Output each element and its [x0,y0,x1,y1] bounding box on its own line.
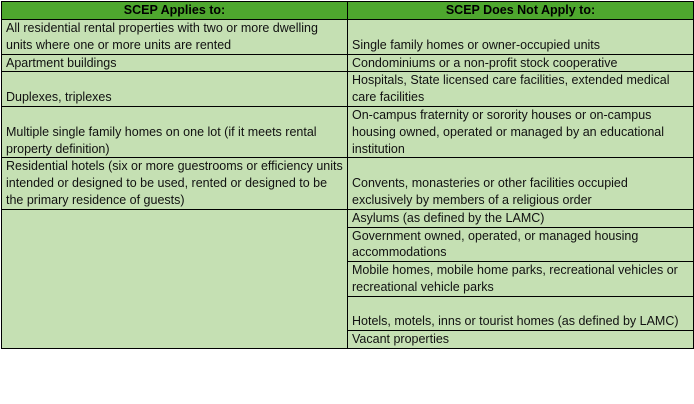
table-row [2,158,694,209]
applies-empty-cell [2,209,348,348]
scep-applicability-table [1,1,694,349]
header-applies-to: SCEP Applies to: [2,2,348,20]
not-apply-cell: Hotels, motels, inns or tourist homes (as defined by LAMC) [348,296,694,330]
not-apply-cell: Government owned, operated, or managed housing accommodations [348,227,694,262]
table-row [2,54,694,72]
not-apply-cell: On-campus fraternity or sorority houses or on-campus housing owned, operated or managed by an educational institution [348,106,694,157]
applies-cell: Apartment buildings [2,54,348,72]
not-apply-cell: Mobile homes, mobile home parks, recreational vehicles or recreational vehicle parks [348,262,694,297]
not-apply-cell: Convents, monasteries or other facilities occupied exclusively by members of a religious order [348,158,694,209]
not-apply-cell: Single family homes or owner-occupied units [348,20,694,55]
applies-cell: Multiple single family homes on one lot (if it meets rental property definition) [2,106,348,157]
applies-cell: Duplexes, triplexes [2,72,348,107]
not-apply-cell: Vacant properties [348,330,694,348]
table-row [2,72,694,107]
applies-cell: Residential hotels (six or more guestrooms or efficiency units intended or designed to be used, rented or designed to be the primary residence of guests) [2,158,348,209]
not-apply-cell: Asylums (as defined by the LAMC) [348,209,694,227]
header-does-not-apply-to: SCEP Does Not Apply to: [348,2,694,20]
table-row [2,106,694,157]
applies-cell: All residential rental properties with two or more dwelling units where one or more units are rented [2,20,348,55]
not-apply-cell: Hospitals, State licensed care facilities, extended medical care facilities [348,72,694,107]
not-apply-cell: Condominiums or a non-profit stock cooperative [348,54,694,72]
table-row [2,209,694,227]
table-row [2,20,694,55]
table-header-row [2,2,694,20]
